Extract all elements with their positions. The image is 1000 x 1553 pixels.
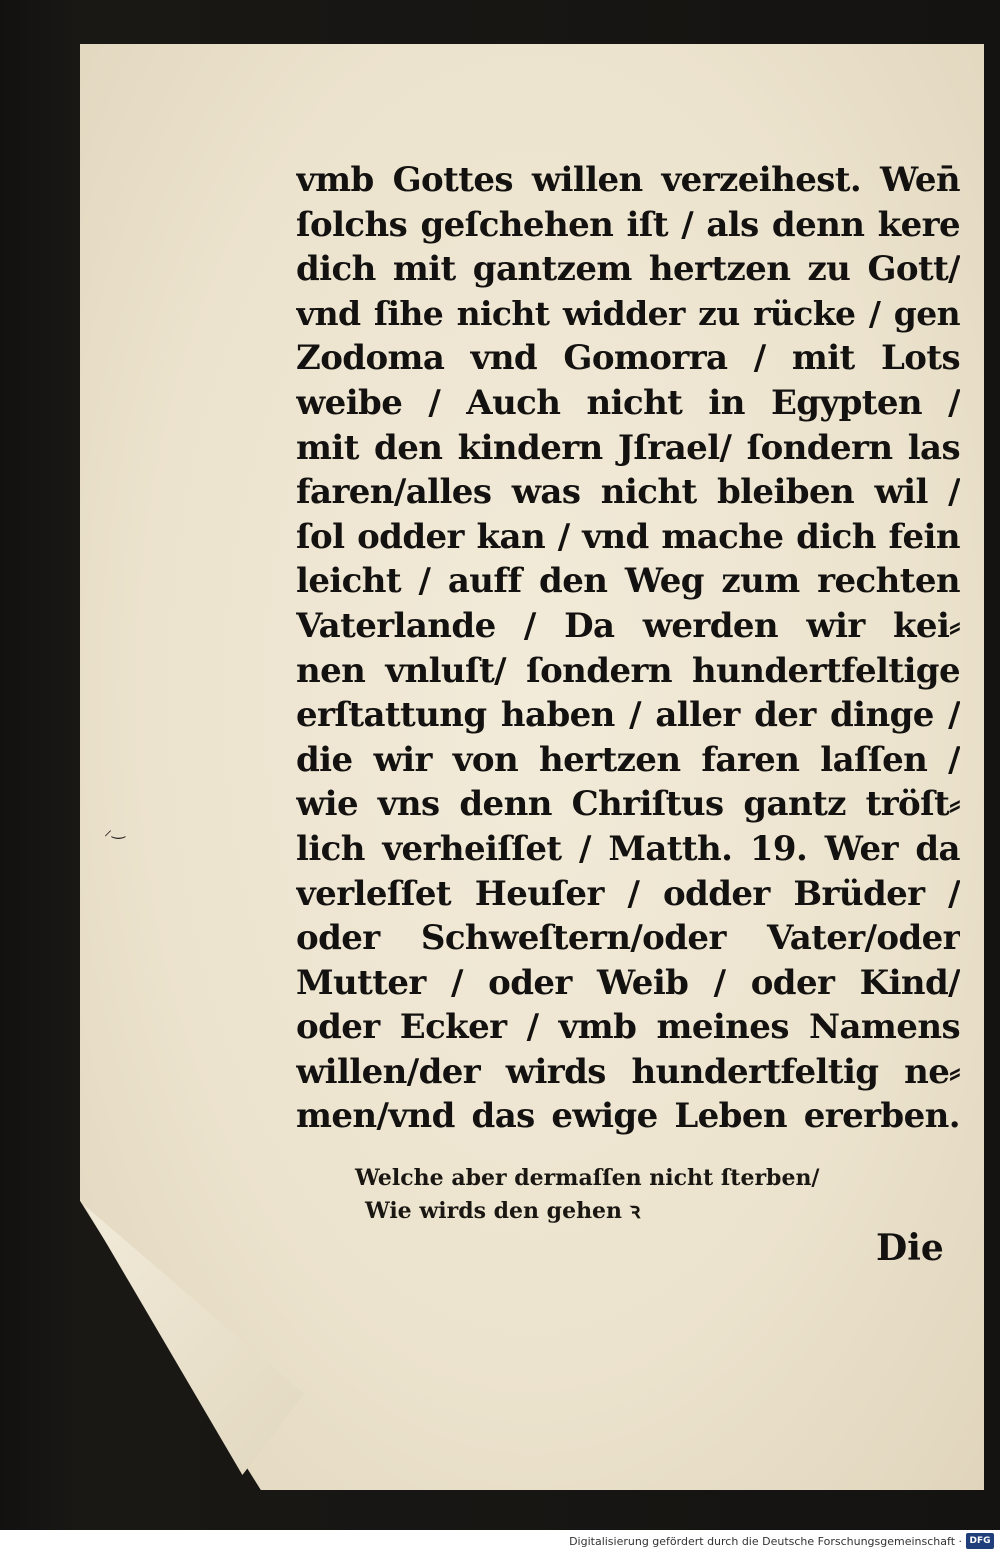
text-line: willen/der wirds hundertfeltig ne⸗ [296,1051,960,1092]
text-line: oder Schweſtern/oder Vater/oder [296,918,960,959]
text-line: wie vns denn Chriſtus gantz tröſt⸗ [296,784,960,825]
text-line: oder Ecker / vmb meines Namens [296,1007,960,1048]
marginal-note-line: Wie wirds den gehen ꝛ [365,1198,641,1224]
text-line: leicht / auff den Weg zum rechten [296,561,960,602]
text-line: ſol odder kan / vnd mache dich fein [296,516,960,557]
text-line: verleſſet Heuſer / odder Brüder / [296,873,960,914]
marginal-note-line: Welche aber dermaſſen nicht ſterben/ [355,1165,820,1191]
text-line: Vaterlande / Da werden wir kei⸗ [296,605,960,646]
text-line: dich mit gantzem hertzen zu Gott/ [296,249,960,290]
text-line: lich verheiſſet / Matth. 19. Wer da [296,828,960,869]
text-line: Zodoma vnd Gomorra / mit Lots [296,338,960,379]
text-line: vnd ſihe nicht widder zu rücke / gen [296,293,960,333]
catchword: Die [876,1227,944,1269]
stray-ink-mark: ⸝‿ [104,820,125,839]
footer-bar [0,1530,1000,1553]
marginal-note [355,1162,915,1228]
text-line: die wir von hertzen faren laſſen / [296,739,960,780]
text-line: vmb Gottes willen verzeihest. Wen̄ [296,160,960,200]
footer-credit: Digitalisierung gefördert durch die Deutsche Forschungsgemeinschaft · [569,1535,962,1548]
dfg-logo-icon: DFG [966,1533,994,1549]
text-line: Mutter / oder Weib / oder Kind/ [296,962,960,1003]
text-line: mit den kindern Jſrael/ ſondern las [296,427,960,468]
text-line: weibe / Auch nicht in Egypten / [296,382,960,423]
text-line: erſtattung haben / aller der dinge / [296,695,960,736]
text-line: faren/alles was nicht bleiben wil / [296,472,960,513]
text-line: men/vnd das ewige Leben ererben. [296,1096,960,1137]
text-line: nen vnluſt/ ſondern hundertfeltige [296,650,960,691]
text-line: ſolchs geſchehen iſt / als denn kere [296,204,960,245]
page-body-text [296,158,960,1139]
